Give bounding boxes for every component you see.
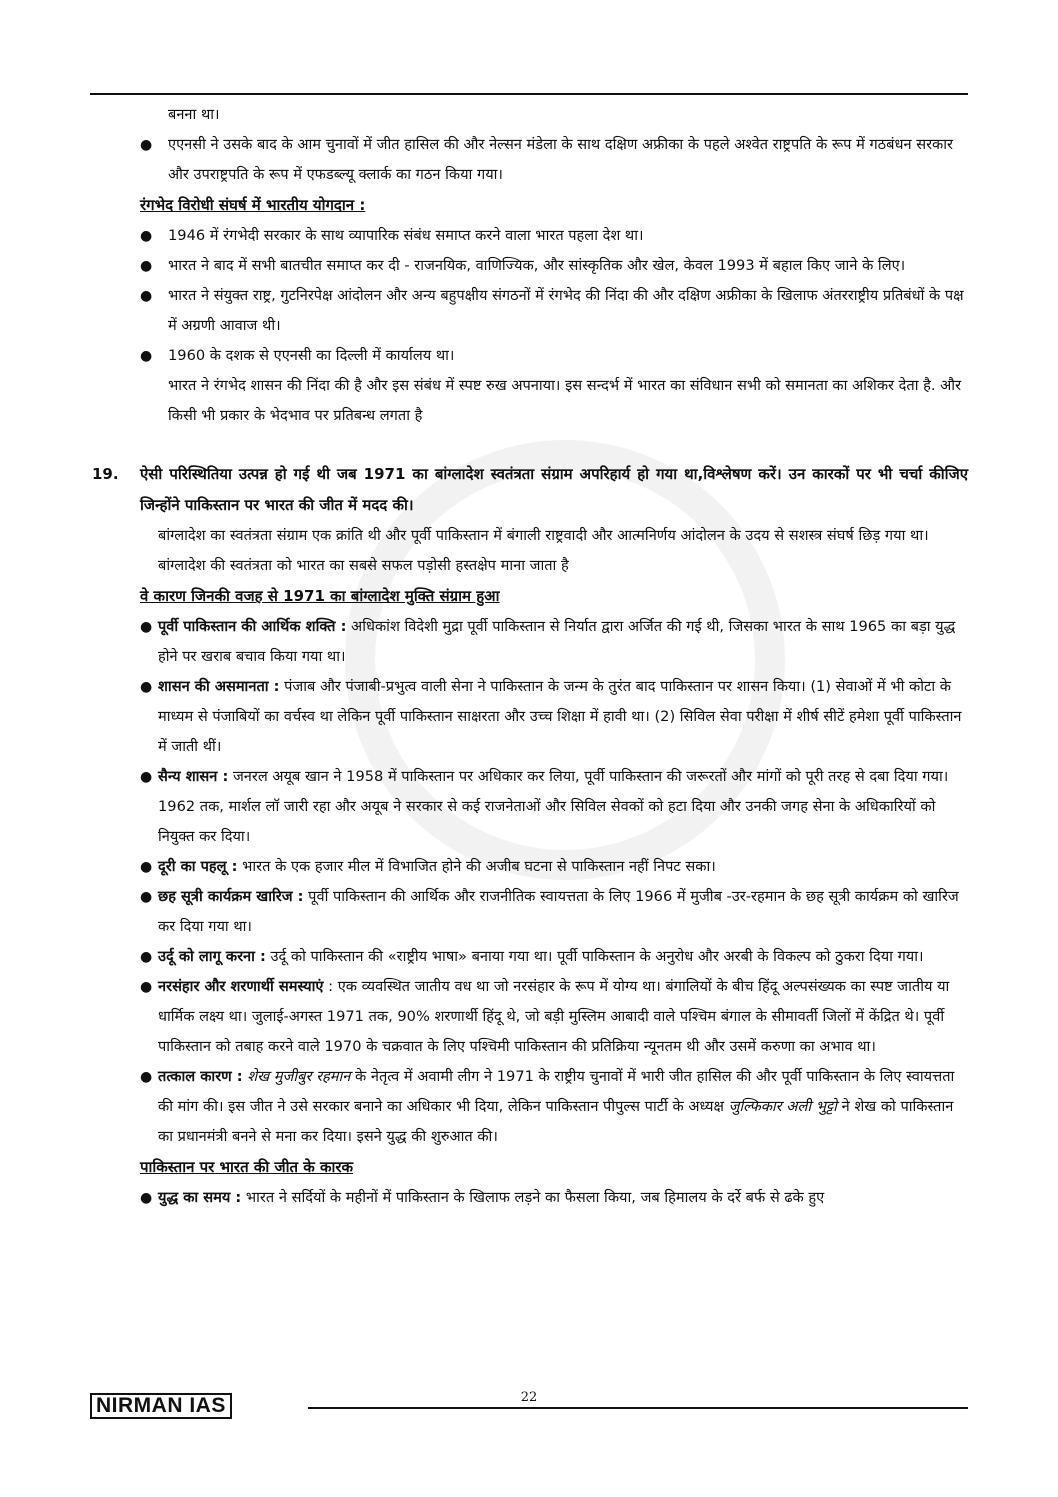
footer-logo: NIRMAN IAS	[90, 1393, 232, 1419]
india-section-heading: रंगभेद विरोधी संघर्ष में भारतीय योगदान :	[140, 196, 366, 214]
bullet-icon: ●	[140, 859, 153, 875]
list-item: ● दूरी का पहलू : भारत के एक हजार मील में विभाजित होने की अजीब घटना से पाकिस्तान नहीं निपट सका।	[90, 852, 968, 882]
bullet-icon: ●	[140, 1069, 153, 1085]
list-item: ● शासन की असमानता : पंजाब और पंजाबी-प्रभुत्व वाली सेना ने पाकिस्तान के जन्म के तुरंत बाद पाकिस्तान पर शासन किया। (1) सेवाओं में भी कोटा के माध्यम से पंजाबियों का वर्चस्व था लेकिन पूर्वी पाकिस्तान साक्षरता और उच्च शिक्षा में हावी था। (2) सिविल सेवा परीक्षा में शीर्ष सीटें हमेशा पूर्वी पाकिस्तान में जाती थीं।	[90, 672, 968, 762]
list-item: ● सैन्य शासन : जनरल अयूब खान ने 1958 में पाकिस्तान पर अधिकार कर लिया, पूर्वी पाकिस्तान की जरूरतों और मांगों को पूरी तरह से दबा दिया गया। 1962 तक, मार्शल लॉ जारी रहा और अयूब ने सरकार से कई राजनेताओं और सिविल सेवकों को हटा दिया और उनकी जगह सेना के अधिकारियों को नियुक्त कर दिया।	[90, 762, 968, 852]
bullet-icon: ●	[140, 348, 153, 364]
page-number: 22	[520, 1390, 538, 1405]
bullet-icon: ●	[140, 619, 153, 635]
bullet-icon: ●	[140, 889, 153, 905]
list-item: ● छह सूत्री कार्यक्रम खारिज : पूर्वी पाकिस्तान की आर्थिक और राजनीतिक स्वायत्तता के लिए 1966 में मुजीब -उर-रहमान के छह सूत्री कार्यक्रम को खारिज कर दिया गया था।	[90, 882, 968, 942]
bullet-icon: ●	[140, 949, 153, 965]
list-item: ● नरसंहार और शरणार्थी समस्याएं : एक व्यवस्थित जातीय वध था जो नरसंहार के रूप में योग्य था। बंगालियों के बीच हिंदू अल्पसंख्यक का स्पष्ट जातीय या धार्मिक लक्ष्य था। जुलाई-अगस्त 1971 तक, 90% शरणार्थी हिंदू थे, जो बड़ी मुस्लिम आबादी वाले पश्चिम बंगाल के सीमावर्ती जिलों में केंद्रित थे। पूर्वी पाकिस्तान को तबाह करने वाले 1970 के चक्रवात के लिए पश्चिमी पाकिस्तान की प्रतिक्रिया न्यूनतम थी और उसमें करुणा का अभाव था।	[90, 972, 968, 1062]
list-item: ● भारत ने बाद में सभी बातचीत समाप्त कर दी - राजनयिक, वाणिज्यिक, और सांस्कृतिक और खेल, केवल 1993 में बहाल किए जाने के लिए।	[90, 251, 968, 281]
bottom-rule	[308, 1407, 968, 1409]
list-item: ● तत्काल कारण : शेख मुजीबुर रहमान के नेतृत्व में अवामी लीग ने 1971 के राष्ट्रीय चुनावों में भारी जीत हासिल की और पूर्वी पाकिस्तान के लिए स्वायत्तता की मांग की। इस जीत ने उसे सरकार बनाने का अधिकार भी दिया, लेकिन पाकिस्तान पीपुल्स पार्टी के अध्यक्ष जुल्फिकार अली भुट्टो ने शेख को पाकिस्तान का प्रधानमंत्री बनने से मना कर दिया। इसने युद्ध की शुरुआत की।	[90, 1062, 968, 1152]
bullet-icon: ●	[140, 137, 153, 153]
list-item: ● भारत ने संयुक्त राष्ट्र, गुटनिरपेक्ष आंदोलन और अन्य बहुपक्षीय संगठनों में रंगभेद की निंदा की और दक्षिण अफ्रीका के खिलाफ अंतरराष्ट्रीय प्रतिबंधों के पक्ष में अग्रणी आवाज थी।	[90, 281, 968, 341]
bullet-icon: ●	[140, 769, 153, 785]
victory-heading: पाकिस्तान पर भारत की जीत के कारक	[140, 1158, 354, 1176]
page-content	[90, 100, 968, 1213]
list-item: ● एएनसी ने उसके बाद के आम चुनावों में जीत हासिल की और नेल्सन मंडेला के साथ दक्षिण अफ्रीका के पहले अश्वेत राष्ट्रपति के रूप में गठबंधन सरकार और उपराष्ट्रपति के रूप में एफडब्ल्यू क्लार्क का गठन किया गया।	[90, 130, 968, 190]
list-item: ● उर्दू को लागू करना : उर्दू को पाकिस्तान की «राष्ट्रीय भाषा» बनाया गया था। पूर्वी पाकिस्तान के अनुरोध और अरबी के विकल्प को ठुकरा दिया गया।	[90, 942, 968, 972]
india-section-closing: भारत ने रंगभेद शासन की निंदा की है और इस संबंध में स्पष्ट रुख अपनाया। इस सन्दर्भ में भारत का संविधान सभी को समानता का अशिकर देता है. और किसी भी प्रकार के भेदभाव पर प्रतिबन्ध लगता है	[168, 377, 962, 424]
intro-continuation: बनना था।	[168, 106, 220, 123]
question-19	[90, 459, 968, 521]
causes-heading: वे कारण जिनकी वजह से 1971 का बांग्लादेश मुक्ति संग्राम हुआ	[140, 587, 500, 605]
bullet-icon: ●	[140, 288, 153, 304]
list-item: ● युद्ध का समय : भारत ने सर्दियों के महीनों में पाकिस्तान के खिलाफ लड़ने का फैसला किया, जब हिमालय के दर्रे बर्फ से ढके हुए	[90, 1183, 968, 1213]
top-rule	[90, 93, 968, 95]
question-text: ऐसी परिस्थितिया उत्पन्न हो गई थी जब 1971 का बांग्लादेश स्वतंत्रता संग्राम अपरिहार्य हो गया था,विश्लेषण करें। उन कारकों पर भी चर्चा कीजिए जिन्होंने पाकिस्तान पर भारत की जीत में मदद की।	[140, 465, 968, 514]
bullet-icon: ●	[140, 228, 153, 244]
question-number: 19.	[92, 465, 119, 483]
question-intro: बांग्लादेश का स्वतंत्रता संग्राम एक क्रांति थी और पूर्वी पाकिस्तान में बंगाली राष्ट्रवादी और आत्मनिर्णय आंदोलन के उदय से सशस्त्र संघर्ष छिड़ गया था। बांग्लादेश की स्वतंत्रता को भारत का सबसे सफल पड़ोसी हस्तक्षेप माना जाता है	[158, 527, 929, 574]
bullet-icon: ●	[140, 979, 153, 995]
list-item: ● पूर्वी पाकिस्तान की आर्थिक शक्ति : अधिकांश विदेशी मुद्रा पूर्वी पाकिस्तान से निर्यात द्वारा अर्जित की गई थी, जिसका भारत के साथ 1965 का बड़ा युद्ध होने पर खराब बचाव किया गया था।	[90, 612, 968, 672]
list-item: ● 1960 के दशक से एएनसी का दिल्ली में कार्यालय था।	[90, 341, 968, 371]
bullet-icon: ●	[140, 679, 153, 695]
list-item: ● 1946 में रंगभेदी सरकार के साथ व्यापारिक संबंध समाप्त करने वाला भारत पहला देश था।	[90, 221, 968, 251]
bullet-icon: ●	[140, 258, 153, 274]
bullet-icon: ●	[140, 1190, 153, 1206]
